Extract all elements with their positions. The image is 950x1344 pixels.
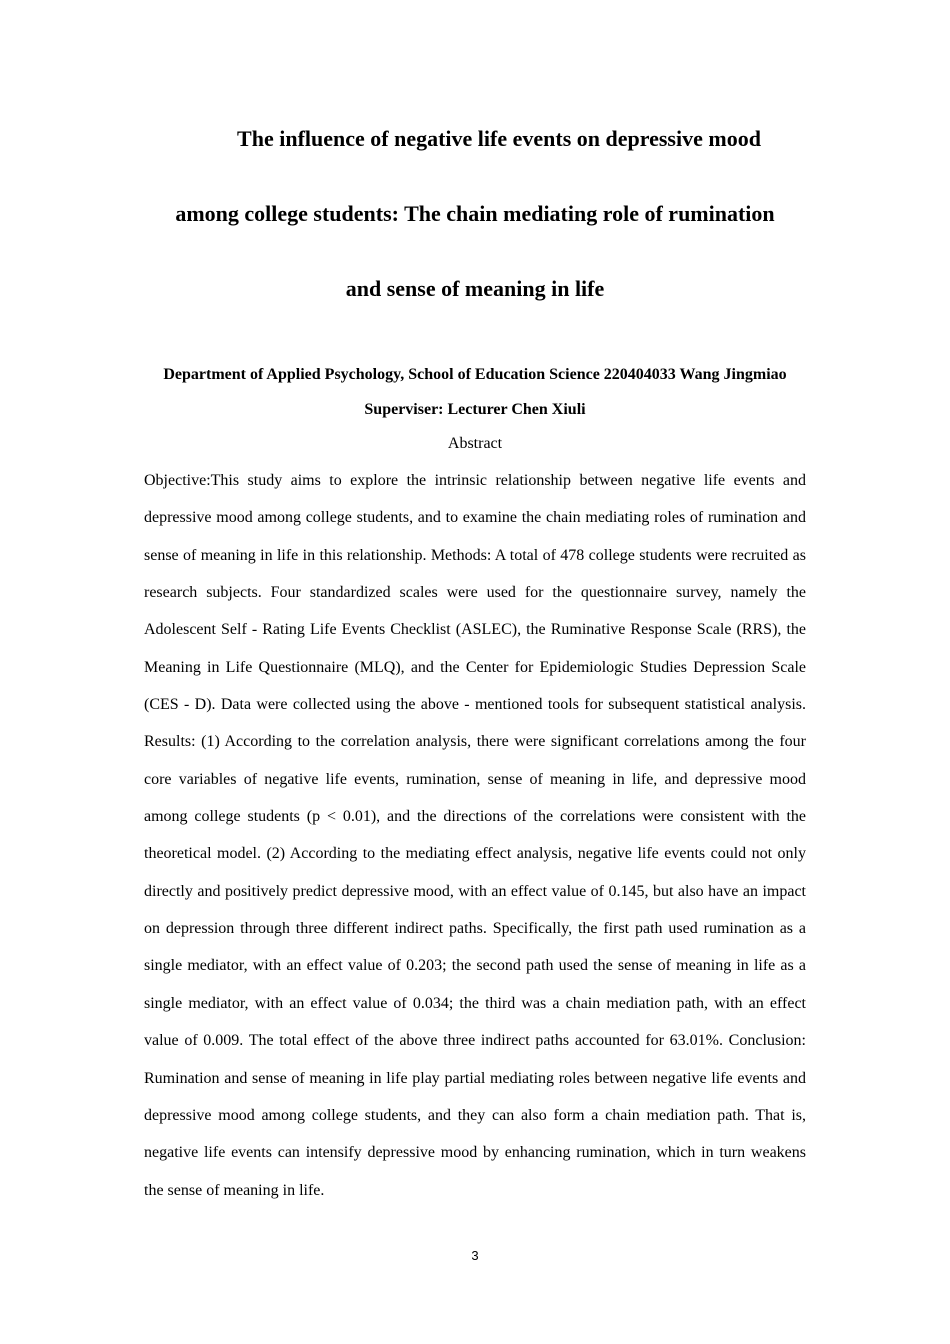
supervisor-line: Superviser: Lecturer Chen Xiuli	[364, 401, 586, 418]
paper-title-line-2: among college students: The chain mediating role of rumination	[175, 201, 775, 226]
paper-title-line-1: The influence of negative life events on depressive mood	[237, 126, 761, 151]
paper-title-line-3: and sense of meaning in life	[345, 276, 605, 301]
author-affiliation: Department of Applied Psychology, School of Education Science 220404033 Wang Jingmiao	[163, 366, 787, 383]
abstract-body: Objective:This study aims to explore the intrinsic relationship between negative life events and depressive mood among college students, and to examine the chain mediating roles of rumination and sense of meaning in life in this relationship. Methods: A total of 478 college students were recruited as research subjects. Four standardized scales were used for the questionnaire survey, namely the Adolescent Self - Rating Life Events Checklist (ASLEC), the Ruminative Response Scale (RRS), the Meaning in Life Questionnaire (MLQ), and the Center for Epidemiologic Studies Depression Scale (CES - D). Data were collected using the above - mentioned tools for subsequent statistical analysis. Results: (1) According to the correlation analysis, there were significant correlations among the four core variables of negative life events, rumination, sense of meaning in life, and depressive mood among college students (p < 0.01), and the directions of the correlations were consistent with the theoretical model. (2) According to the mediating effect analysis, negative life events could not only directly and positively predict depressive mood, with an effect value of 0.145, but also have an impact on depression through three different indirect paths. Specifically, the first path used rumination as a single mediator, with an effect value of 0.203; the second path used the sense of meaning in life as a single mediator, with an effect value of 0.034; the third was a chain mediation path, with an effect value of 0.009. The total effect of the above three indirect paths accounted for 63.01%. Conclusion: Rumination and sense of meaning in life play partial mediating roles between negative life events and depressive mood among college students, and they can also form a chain mediation path. That is, negative life events can intensify depressive mood by enhancing rumination, which in turn weakens the sense of meaning in life.	[144, 472, 806, 1199]
page-number: 3	[471, 1248, 479, 1263]
abstract-heading: Abstract	[447, 435, 503, 452]
